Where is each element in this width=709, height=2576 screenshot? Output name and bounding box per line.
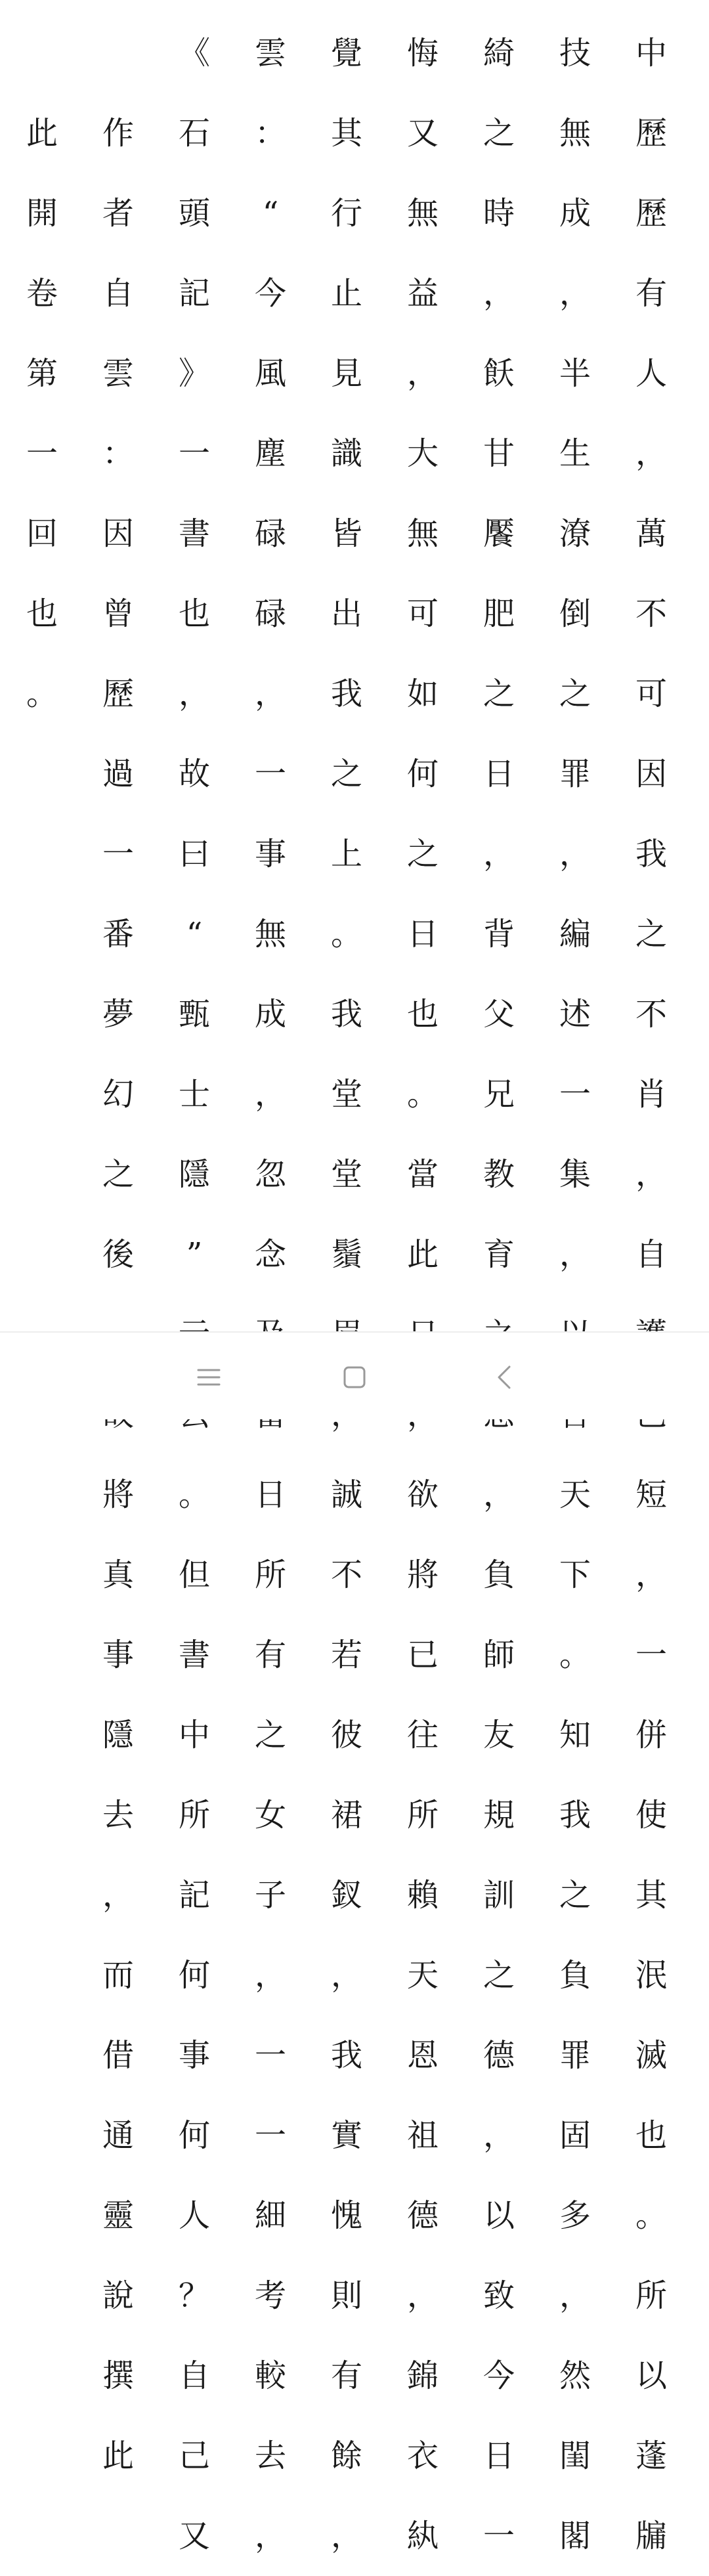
text-character: 彼 [330,1717,362,1753]
text-column [16,13,68,734]
text-character: 倒 [559,595,591,632]
text-character: 此 [26,115,58,152]
text-character: 又 [406,115,439,152]
text-character: 今 [483,2357,515,2394]
text-character: 背 [483,916,515,953]
text-character: 餘 [330,2437,362,2474]
text-character: 。 [406,1076,439,1113]
text-character: 可 [406,595,439,632]
text-character: 師 [483,1637,515,1673]
text-character: 誠 [330,1476,362,1513]
text-character: 故 [178,756,210,792]
text-character: 《 [178,35,210,72]
text-character: 飫 [483,355,515,392]
text-character: 卷 [26,275,58,312]
text-character: 一 [483,2518,515,2554]
text-character: ， [635,1156,667,1193]
text-character: 。 [26,676,58,712]
text-character: 將 [102,1476,134,1513]
text-character: 記 [178,1877,210,1914]
text-character: 成 [559,195,591,232]
text-character: ， [635,435,667,472]
text-character: 見 [330,355,362,392]
text-character: 兄 [483,1076,515,1113]
text-character: 書 [178,1637,210,1673]
text-column [625,13,677,2576]
text-character: 往 [406,1717,439,1753]
text-character: 一 [26,435,58,472]
text-character: 之 [559,676,591,712]
text-character: 有 [330,2357,362,2394]
text-column [244,13,297,2576]
text-character: 歷 [635,195,667,232]
text-character: 我 [330,2037,362,2074]
text-character: 所 [178,1797,210,1834]
text-character: 真 [102,1556,134,1593]
text-character: 而 [102,1957,134,1994]
text-character: 說 [102,2277,134,2314]
text-character: 歷 [102,676,134,712]
text-column [320,13,373,2576]
text-character: 父 [483,996,515,1033]
text-character: ， [483,836,515,872]
text-character: 衣 [406,2437,439,2474]
text-character: 隱 [178,1156,210,1193]
text-character: 不 [635,595,667,632]
text-character: ， [178,676,210,712]
text-character: 也 [178,595,210,632]
menu-button[interactable] [189,1358,228,1397]
text-column [92,13,144,2496]
text-character: 之 [406,836,439,872]
text-character: 肖 [635,1076,667,1113]
text-character: 夢 [102,996,134,1033]
text-character: 己 [178,2437,210,2474]
text-character: ， [559,1236,591,1273]
text-character: 述 [559,996,591,1033]
text-character: 負 [559,1957,591,1994]
text-character: 第 [26,355,58,392]
text-character: 固 [559,2117,591,2154]
text-character: 不 [330,1556,362,1593]
text-character: 之 [254,1717,286,1753]
text-character: 覺 [330,35,362,72]
text-character: ， [559,836,591,872]
text-character: 歷 [635,115,667,152]
text-character: 之 [559,1877,591,1914]
text-character: 知 [559,1717,591,1753]
text-character: 欲 [406,1476,439,1513]
text-character: 雲 [102,355,134,392]
text-character: 我 [559,1797,591,1834]
text-character: 皆 [330,515,362,552]
text-character: 子 [254,1877,286,1914]
text-character: 益 [406,275,439,312]
text-character: 之 [483,676,515,712]
text-character: 去 [102,1797,134,1834]
text-character: 念 [254,1236,286,1273]
text-character: 閣 [559,2518,591,2554]
text-character: 無 [254,916,286,953]
text-character: 一 [254,756,286,792]
home-icon [343,1365,366,1389]
text-character: 則 [330,2277,362,2314]
text-character: 實 [330,2117,362,2154]
text-character: 中 [635,35,667,72]
text-character: 泯 [635,1957,667,1994]
text-character: ： [102,435,134,472]
text-character: 塵 [254,435,286,472]
text-character: 天 [559,1476,591,1513]
text-character: ， [254,676,286,712]
text-character: 回 [26,515,58,552]
text-character: 堂 [330,1156,362,1193]
text-character: ： [254,115,286,152]
text-character: 也 [26,595,58,632]
text-character: 負 [483,1556,515,1593]
text-character: 一 [254,2037,286,2074]
text-character: ？ [178,2277,210,2314]
text-character: 也 [406,996,439,1033]
text-character: 之 [635,916,667,953]
text-character: 無 [406,195,439,232]
text-character: 》 [178,355,210,392]
text-character: 。 [559,1637,591,1673]
text-character: 萬 [635,515,667,552]
text-character: 大 [406,435,439,472]
text-column [549,13,601,2576]
text-character: 所 [406,1797,439,1834]
text-character: 使 [635,1797,667,1834]
text-character: 將 [406,1556,439,1593]
text-character: 釵 [330,1877,362,1914]
text-character: 今 [254,275,286,312]
text-character: 一 [559,1076,591,1113]
text-character: 一 [178,435,210,472]
text-character: 綺 [483,35,515,72]
text-character: 之 [102,1156,134,1193]
text-character: 通 [102,2117,134,2154]
text-character: 併 [635,1717,667,1753]
text-character: 但 [178,1556,210,1593]
text-character: 忽 [254,1156,286,1193]
text-character: 若 [330,1637,362,1673]
text-character: 之 [330,756,362,792]
text-character: 事 [102,1637,134,1673]
text-character: 然 [559,2357,591,2394]
menu-icon [197,1367,221,1387]
column-indent [16,13,68,93]
text-character: 編 [559,916,591,953]
text-character: 何 [406,756,439,792]
text-character: 之 [483,115,515,152]
text-character: 其 [330,115,362,152]
navigation-bar [0,1331,709,1419]
text-character: 我 [330,996,362,1033]
text-character: 因 [635,756,667,792]
text-character: 開 [26,195,58,232]
home-button[interactable] [335,1358,374,1397]
text-character: 德 [406,2197,439,2234]
text-character: 悔 [406,35,439,72]
text-character: ， [483,1476,515,1513]
text-character: ， [330,2518,362,2554]
text-character: 細 [254,2197,286,2234]
text-character: ， [406,355,439,392]
text-character: 友 [483,1717,515,1753]
text-character: 裙 [330,1797,362,1834]
text-character: 日 [483,756,515,792]
text-character: 罪 [559,2037,591,2074]
text-character: 士 [178,1076,210,1113]
text-column [473,13,525,2576]
text-character: 一 [102,836,134,872]
text-character: 我 [635,836,667,872]
text-character: 風 [254,355,286,392]
text-character: 生 [559,435,591,472]
text-character: 當 [406,1156,439,1193]
text-character: 碌 [254,515,286,552]
text-character: 日 [254,1476,286,1513]
text-character: 紈 [406,2518,439,2554]
text-character: 作 [102,115,134,152]
text-column [168,13,221,2576]
text-character: 其 [635,1877,667,1914]
text-character: ， [559,2277,591,2314]
text-character: 曰 [178,836,210,872]
text-character: 。 [330,916,362,953]
text-character: 去 [254,2437,286,2474]
text-character: 訓 [483,1877,515,1914]
text-character: 事 [254,836,286,872]
text-column [397,13,449,2576]
text-character: 德 [483,2037,515,2074]
text-character: 也 [635,2117,667,2154]
text-character: 教 [483,1156,515,1193]
text-character: 滅 [635,2037,667,2074]
text-character: 自 [178,2357,210,2394]
back-button[interactable] [484,1358,524,1397]
text-character: 雲 [254,35,286,72]
text-character: 有 [254,1637,286,1673]
text-character: 有 [635,275,667,312]
text-character: 石 [178,115,210,152]
text-character: 撰 [102,2357,134,2394]
text-character: 恩 [406,2037,439,2074]
text-character: 日 [406,916,439,953]
text-character: 所 [635,2277,667,2314]
text-character: 閨 [559,2437,591,2474]
text-character: 番 [102,916,134,953]
text-character: 此 [102,2437,134,2474]
text-character: 女 [254,1797,286,1834]
text-character: 。 [635,2197,667,2234]
text-character: 鬚 [330,1236,362,1273]
text-character: 此 [406,1236,439,1273]
text-character: 短 [635,1476,667,1513]
text-character: 考 [254,2277,286,2314]
text-character: 出 [330,595,362,632]
text-character: 記 [178,275,210,312]
text-character: 者 [102,195,134,232]
text-character: “ [262,195,279,232]
text-character: 較 [254,2357,286,2394]
text-character: ， [254,1957,286,1994]
text-character: 行 [330,195,362,232]
text-character: 借 [102,2037,134,2074]
text-character: 多 [559,2197,591,2234]
text-character: 無 [559,115,591,152]
text-character: 潦 [559,515,591,552]
text-character: 集 [559,1156,591,1193]
column-indent [92,13,144,93]
text-character: 因 [102,515,134,552]
text-character: 書 [178,515,210,552]
text-character: 又 [178,2518,210,2554]
text-character: 成 [254,996,286,1033]
text-character: 上 [330,836,362,872]
text-character: 靈 [102,2197,134,2234]
text-character: 碌 [254,595,286,632]
text-character: 技 [559,35,591,72]
text-character: 饜 [483,515,515,552]
text-character: 致 [483,2277,515,2314]
text-character: 一 [254,2117,286,2154]
text-character: 曾 [102,595,134,632]
text-character: 天 [406,1957,439,1994]
text-character: 自 [635,1236,667,1273]
text-character: 以 [483,2197,515,2234]
text-character: 規 [483,1797,515,1834]
text-character: ， [559,275,591,312]
text-character: 人 [178,2197,210,2234]
text-character: 育 [483,1236,515,1273]
text-character: 錦 [406,2357,439,2394]
text-character: 不 [635,996,667,1033]
text-character: “ [186,916,203,953]
text-character: ， [483,275,515,312]
text-character: 止 [330,275,362,312]
text-character: 牖 [635,2518,667,2554]
text-character: 下 [559,1556,591,1593]
text-character: 甘 [483,435,515,472]
text-character: ” [186,1236,203,1273]
text-character: 人 [635,355,667,392]
text-character: ， [330,1957,362,1994]
text-character: ， [254,2518,286,2554]
text-character: 我 [330,676,362,712]
text-character: 時 [483,195,515,232]
text-character: 肥 [483,595,515,632]
text-character: 賴 [406,1877,439,1914]
text-character: 可 [635,676,667,712]
text-character: 甄 [178,996,210,1033]
text-character: 愧 [330,2197,362,2234]
text-character: 之 [483,1957,515,1994]
text-character: 所 [254,1556,286,1593]
text-character: ， [254,1076,286,1113]
text-character: 一 [635,1637,667,1673]
text-character: 無 [406,515,439,552]
text-character: ， [406,2277,439,2314]
text-character: 如 [406,676,439,712]
text-character: 識 [330,435,362,472]
text-character: 以 [635,2357,667,2394]
text-character: 頭 [178,195,210,232]
text-character: 堂 [330,1076,362,1113]
text-character: 何 [178,1957,210,1994]
text-character: ， [635,1556,667,1593]
text-character: 自 [102,275,134,312]
back-icon [496,1365,512,1390]
text-character: 中 [178,1717,210,1753]
text-character: ， [102,1877,134,1914]
text-character: 幻 [102,1076,134,1113]
text-character: 蓬 [635,2437,667,2474]
text-character: 半 [559,355,591,392]
text-character: 後 [102,1236,134,1273]
text-character: 罪 [559,756,591,792]
text-character: 日 [483,2437,515,2474]
text-character: 已 [406,1637,439,1673]
text-character: 隱 [102,1717,134,1753]
text-character: ， [483,2117,515,2154]
text-character: 事 [178,2037,210,2074]
text-character: 過 [102,756,134,792]
text-character: 何 [178,2117,210,2154]
text-character: 。 [178,1476,210,1513]
text-character: 祖 [406,2117,439,2154]
